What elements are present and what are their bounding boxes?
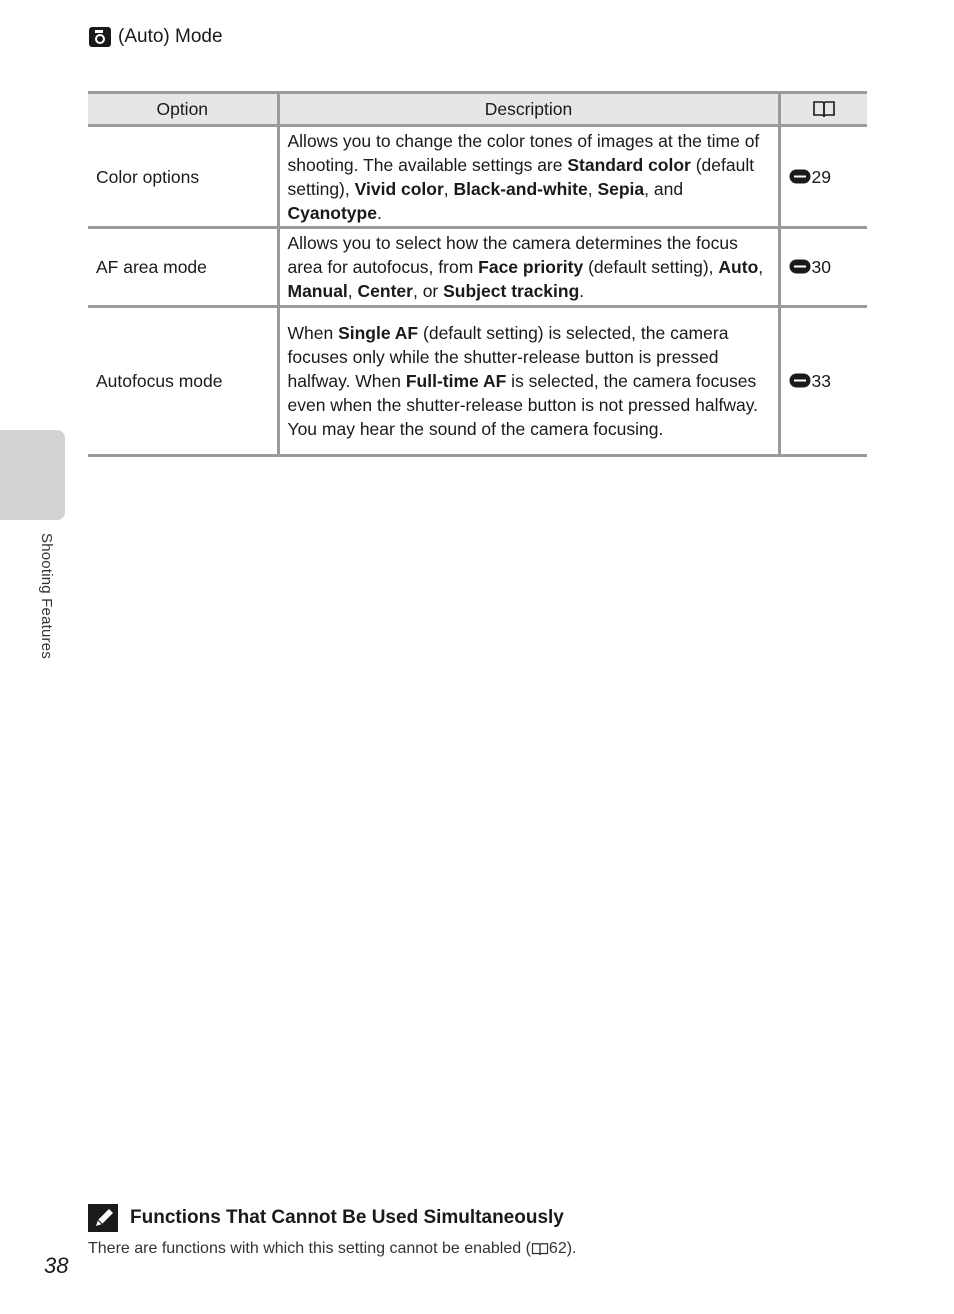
options-table xyxy=(88,91,867,457)
reference-column-header xyxy=(779,93,867,126)
option-cell: Color options xyxy=(88,126,278,228)
reference-book-icon xyxy=(812,100,836,118)
chapter-tab xyxy=(0,430,65,520)
description-text: (default setting), xyxy=(287,154,755,199)
reference-section-icon xyxy=(789,373,811,388)
bold-setting-name: Standard color xyxy=(567,154,691,175)
description-text: , xyxy=(758,257,764,277)
bold-setting-name: Sepia xyxy=(597,178,645,199)
reference-cell xyxy=(779,307,867,456)
bold-setting-name: Vivid color xyxy=(354,178,444,199)
reference-cell xyxy=(779,228,867,307)
reference-page: 33 xyxy=(811,371,831,391)
bold-setting-name: Face priority xyxy=(478,257,584,277)
table-row xyxy=(88,307,867,456)
reference-book-icon xyxy=(531,1242,549,1256)
section-title: (Auto) Mode xyxy=(118,26,223,47)
option-column-header: Option xyxy=(88,93,278,126)
option-cell: AF area mode xyxy=(88,228,278,307)
note-box xyxy=(88,1204,888,1258)
note-title: Functions That Cannot Be Used Simultaneously xyxy=(130,1207,564,1228)
description-cell xyxy=(278,307,779,456)
description-text: (default setting) is selected, the camera focuses only while the shutter-release button is pressed halfway. When xyxy=(287,323,729,391)
description-text: , xyxy=(347,281,358,301)
description-text: , or xyxy=(412,281,444,301)
bold-setting-name: Black-and-white xyxy=(453,178,588,199)
bold-setting-name: Single AF xyxy=(338,323,419,343)
pencil-note-icon xyxy=(88,1204,118,1232)
table-header-row xyxy=(88,93,867,126)
note-page-ref: 62 xyxy=(548,1240,567,1257)
bold-setting-name: Center xyxy=(357,281,413,301)
bold-setting-name: Subject tracking xyxy=(443,281,580,301)
note-text-suffix: ). xyxy=(566,1240,577,1257)
reference-page: 30 xyxy=(811,257,831,277)
description-text: , xyxy=(587,178,598,199)
description-cell xyxy=(278,228,779,307)
table-row xyxy=(88,228,867,307)
page-number: 38 xyxy=(44,1253,69,1278)
chapter-tab-label: Shooting Features xyxy=(38,533,55,659)
reference-section-icon xyxy=(789,259,811,274)
option-cell: Autofocus mode xyxy=(88,307,278,456)
description-text: (default setting), xyxy=(583,257,719,277)
description-text: Allows you to change the color tones of images at the time of shooting. The available settings are xyxy=(287,130,760,175)
description-text: When xyxy=(287,323,339,343)
reference-cell xyxy=(779,126,867,228)
description-text: . xyxy=(376,202,382,223)
note-body xyxy=(88,1240,888,1258)
table-row xyxy=(88,126,867,228)
bold-setting-name: Auto xyxy=(718,257,759,277)
reference-section-icon xyxy=(789,169,811,184)
bold-setting-name: Cyanotype xyxy=(287,202,377,223)
description-cell xyxy=(278,126,779,228)
description-text: , xyxy=(443,178,454,199)
note-text-prefix: There are functions with which this setting cannot be enabled ( xyxy=(88,1240,531,1257)
camera-icon xyxy=(88,26,112,48)
bold-setting-name: Manual xyxy=(287,281,348,301)
description-text: is selected, the camera focuses even when the shutter-release button is not pressed halfway. You may hear the sound of the camera focusing. xyxy=(287,371,759,439)
description-column-header: Description xyxy=(278,93,779,126)
section-header xyxy=(88,26,223,48)
description-text: Allows you to select how the camera determines the focus area for autofocus, from xyxy=(287,233,738,277)
bold-setting-name: Full-time AF xyxy=(405,371,507,391)
description-text: . xyxy=(579,281,585,301)
note-header xyxy=(88,1204,888,1232)
description-text: , and xyxy=(644,178,684,199)
reference-page: 29 xyxy=(811,166,831,187)
